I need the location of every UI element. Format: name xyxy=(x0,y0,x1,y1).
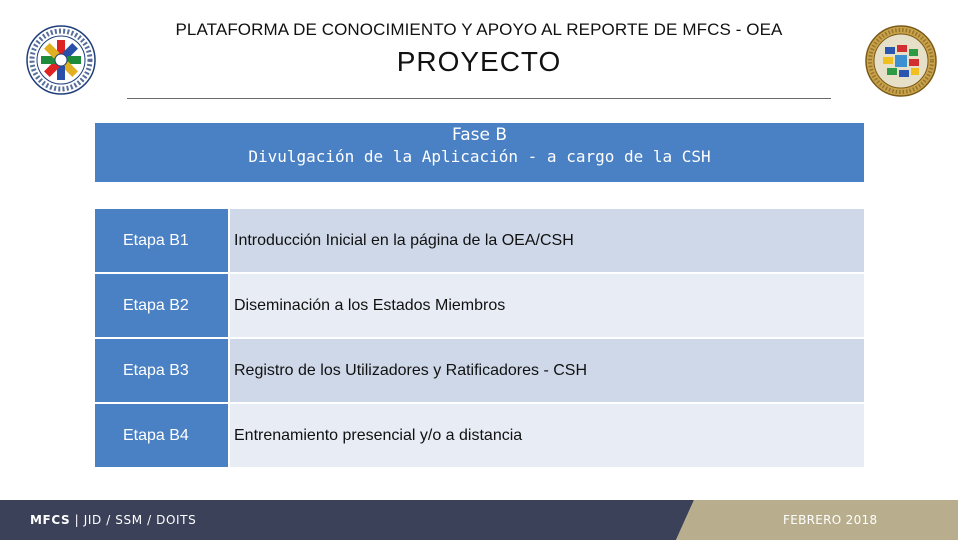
phase-description: Divulgación de la Aplicación - a cargo de la CSH xyxy=(248,147,711,166)
table-row xyxy=(95,274,864,337)
footer-separator: | xyxy=(70,513,84,527)
phase-name: Fase B xyxy=(451,125,508,145)
stage-label: Etapa B4 xyxy=(95,404,228,467)
stage-description: Diseminación a los Estados Miembros xyxy=(230,274,864,337)
stage-description: Registro de los Utilizadores y Ratificadores - CSH xyxy=(230,339,864,402)
stages-table xyxy=(95,209,864,467)
table-row xyxy=(95,404,864,467)
stage-description: Introducción Inicial en la página de la OEA/CSH xyxy=(230,209,864,272)
footer-org: MFCS xyxy=(30,513,71,527)
header-divider xyxy=(127,98,831,99)
stage-label: Etapa B1 xyxy=(95,209,228,272)
footer-path: JID / SSM / DOITS xyxy=(83,513,197,527)
stage-label: Etapa B3 xyxy=(95,339,228,402)
footer-org-path xyxy=(30,513,196,527)
header-title: PLATAFORMA DE CONOCIMIENTO Y APOYO AL REPORTE DE MFCS - OEA xyxy=(175,20,783,39)
footer-bar xyxy=(0,500,958,540)
footer-date: FEBRERO 2018 xyxy=(783,513,878,527)
stage-label: Etapa B2 xyxy=(95,274,228,337)
stage-description: Entrenamiento presencial y/o a distancia xyxy=(230,404,864,467)
table-row xyxy=(95,209,864,272)
page-title: PROYECTO xyxy=(396,46,562,77)
table-row xyxy=(95,339,864,402)
phase-banner xyxy=(95,120,864,182)
